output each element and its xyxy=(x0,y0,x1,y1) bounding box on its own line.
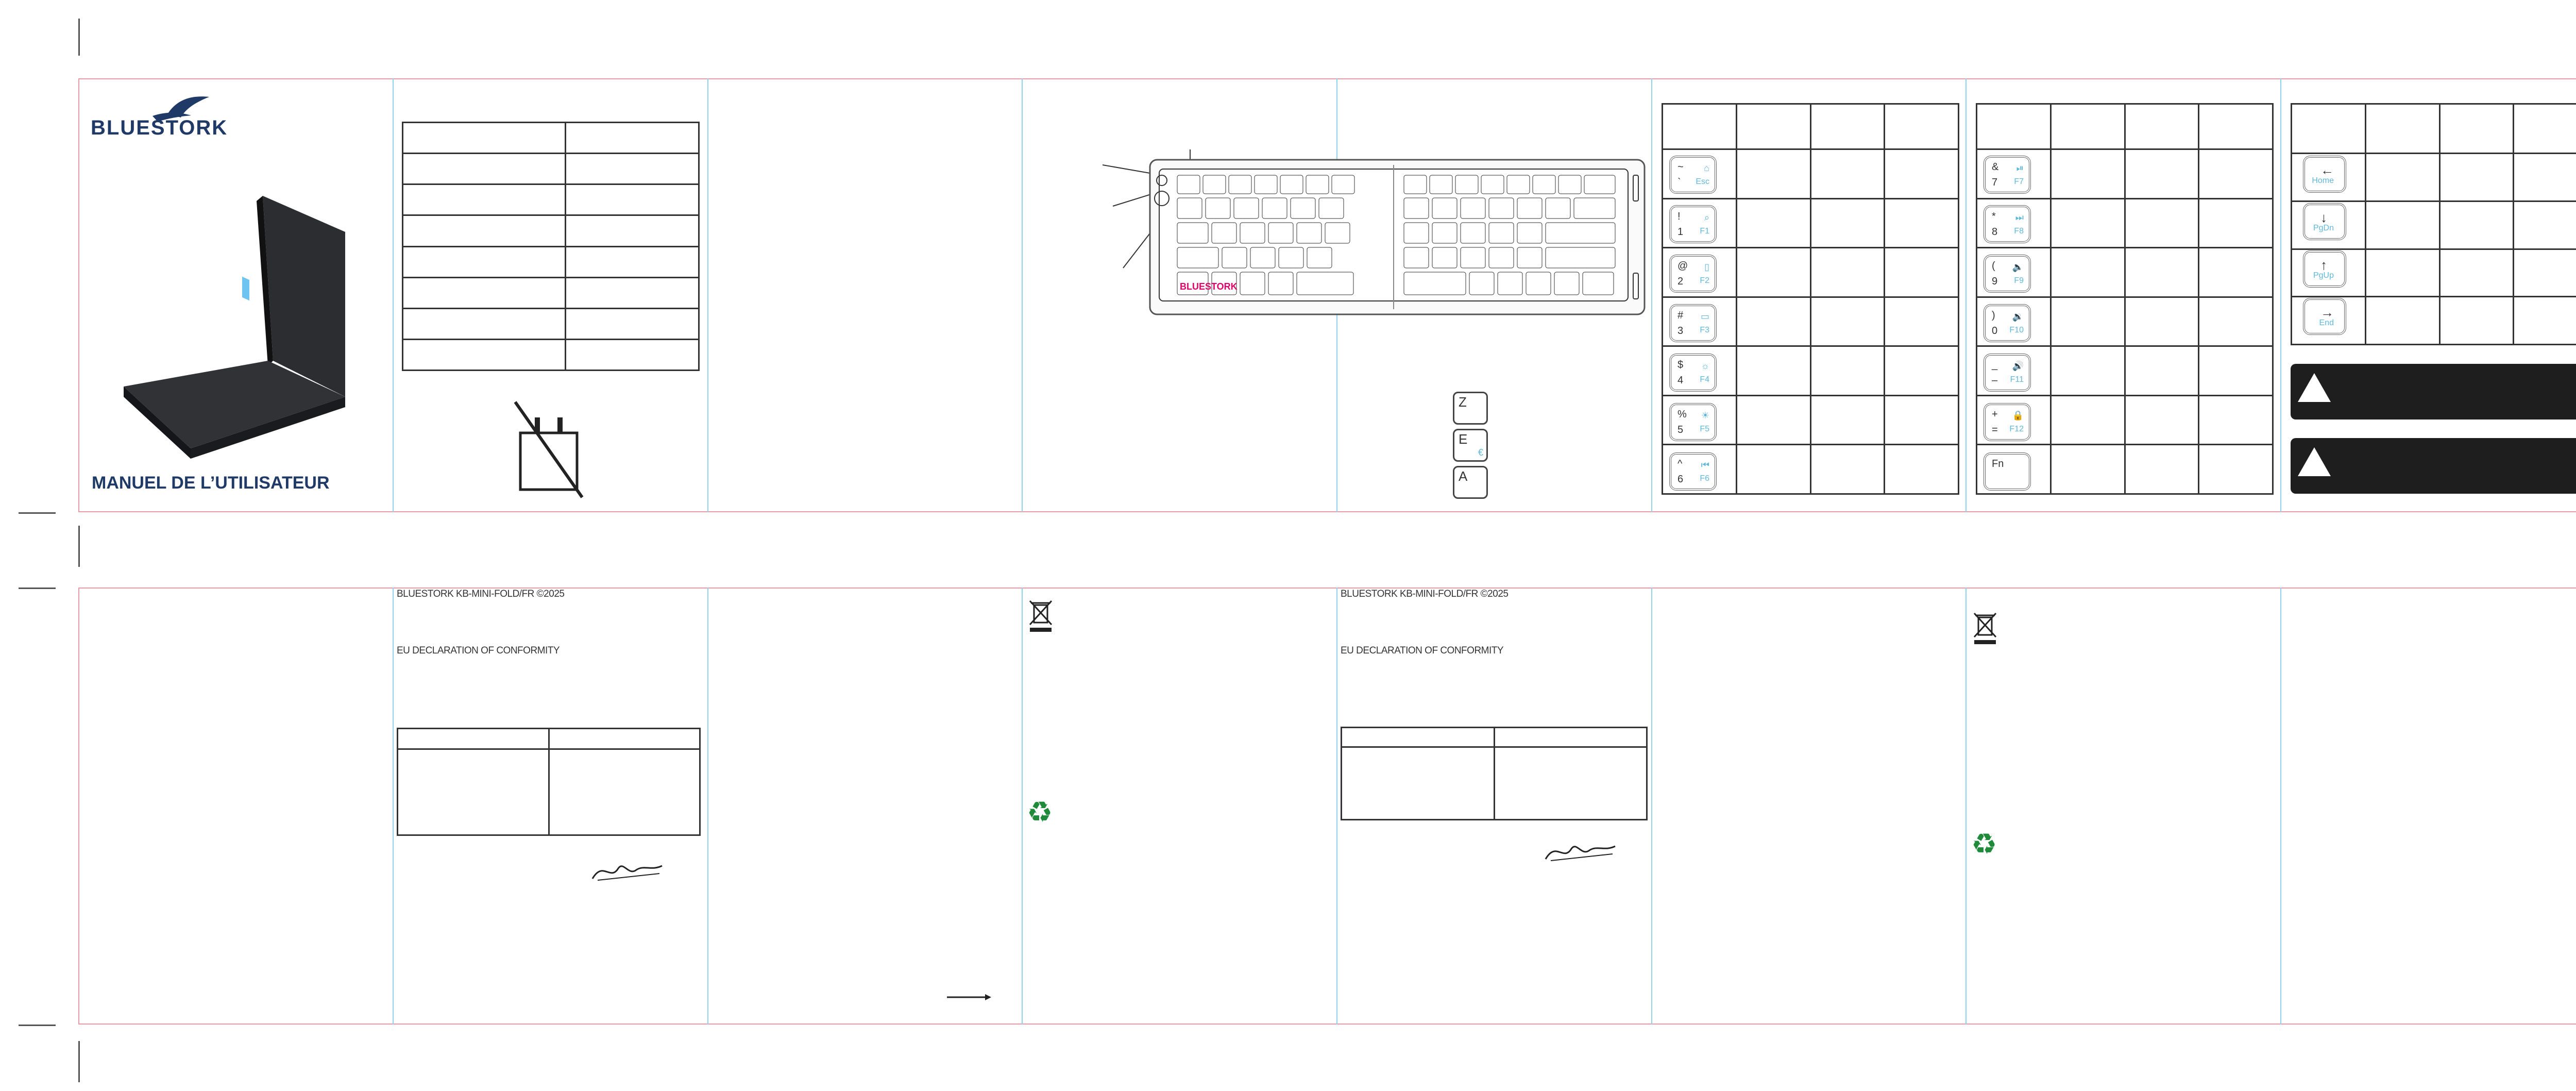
fn-key: % 5 ☀ F5 xyxy=(1669,403,1717,441)
declaration-table xyxy=(397,728,701,836)
fold-line xyxy=(2280,78,2281,512)
copyright-line: BLUESTORK KB-MINI-FOLD/FR ©2025 xyxy=(1341,589,1509,599)
eu-declaration-heading: EU DECLARATION OF CONFORMITY xyxy=(397,645,560,656)
fold-line xyxy=(393,588,394,1025)
brand-name: BLUESTORK xyxy=(91,116,228,139)
fn-key: & 7 ⏯ F7 xyxy=(1984,156,2031,194)
fold-line xyxy=(1336,588,1337,1025)
crop-mark xyxy=(19,1025,56,1026)
key-e: E € xyxy=(1453,429,1488,462)
cover-title: MANUEL DE L’UTILISATEUR xyxy=(92,473,330,493)
warning-banner xyxy=(2291,364,2576,419)
signature xyxy=(587,850,665,886)
crossed-bin-icon xyxy=(1972,610,1998,645)
key-a: A xyxy=(1453,466,1488,499)
keyboard-diagram xyxy=(1103,144,1649,330)
fn-key: $ 4 ☼ F4 xyxy=(1669,354,1717,392)
recycle-icon: ♻ xyxy=(1971,828,1997,860)
declaration-table xyxy=(1341,727,1648,820)
key-z: Z xyxy=(1453,392,1488,425)
fold-line xyxy=(1651,588,1652,1025)
no-charger-icon xyxy=(510,397,587,500)
fn-key: + = 🔒 F12 xyxy=(1984,403,2031,441)
fold-line xyxy=(393,78,394,512)
fn-key: # 3 ▭ F3 xyxy=(1669,304,1717,342)
arrow-right-icon xyxy=(947,994,991,1001)
crop-mark xyxy=(78,19,80,56)
fold-line xyxy=(2280,588,2281,1025)
nav-key: ↓ PgDn xyxy=(2303,203,2346,240)
svg-text:BLUESTORK: BLUESTORK xyxy=(1180,281,1238,292)
fold-line xyxy=(1965,78,1967,512)
nav-key: → End xyxy=(2303,298,2346,335)
fold-line xyxy=(1022,588,1023,1025)
recycle-icon: ♻ xyxy=(1027,796,1053,828)
product-photo xyxy=(118,191,345,459)
fold-line xyxy=(707,78,708,512)
fn-key: ( 9 🔈 F9 xyxy=(1984,255,2031,293)
copyright-line: BLUESTORK KB-MINI-FOLD/FR ©2025 xyxy=(397,589,565,599)
warning-icon xyxy=(2298,447,2331,476)
spec-table xyxy=(402,122,700,371)
fold-line xyxy=(1651,78,1652,512)
crop-mark xyxy=(19,512,56,514)
nav-key: ← Home xyxy=(2303,156,2346,193)
fold-line xyxy=(1965,588,1967,1025)
signature xyxy=(1540,831,1618,867)
crop-mark xyxy=(19,588,56,589)
fn-key: Fn xyxy=(1984,452,2031,491)
fn-key: ~ ` ⌂ Esc xyxy=(1669,156,1717,194)
fn-key: ) 0 🔉 F10 xyxy=(1984,304,2031,342)
crop-mark xyxy=(78,1041,80,1082)
fn-key: ^ 6 ⏮ F6 xyxy=(1669,452,1717,491)
crop-mark xyxy=(78,526,80,567)
fn-key: ! 1 ⌕ F1 xyxy=(1669,205,1717,243)
fold-line xyxy=(707,588,708,1025)
eu-declaration-heading: EU DECLARATION OF CONFORMITY xyxy=(1341,645,1504,656)
warning-banner xyxy=(2291,438,2576,494)
crossed-bin-icon xyxy=(1028,598,1054,633)
warning-icon xyxy=(2298,373,2331,402)
fold-line xyxy=(1022,78,1023,512)
fn-key: @ 2 ▯ F2 xyxy=(1669,255,1717,293)
brand-logo xyxy=(91,93,266,144)
nav-key: ↑ PgUp xyxy=(2303,250,2346,288)
fn-key: * 8 ⏭ F8 xyxy=(1984,205,2031,243)
fn-key: _ – 🔊 F11 xyxy=(1984,354,2031,392)
